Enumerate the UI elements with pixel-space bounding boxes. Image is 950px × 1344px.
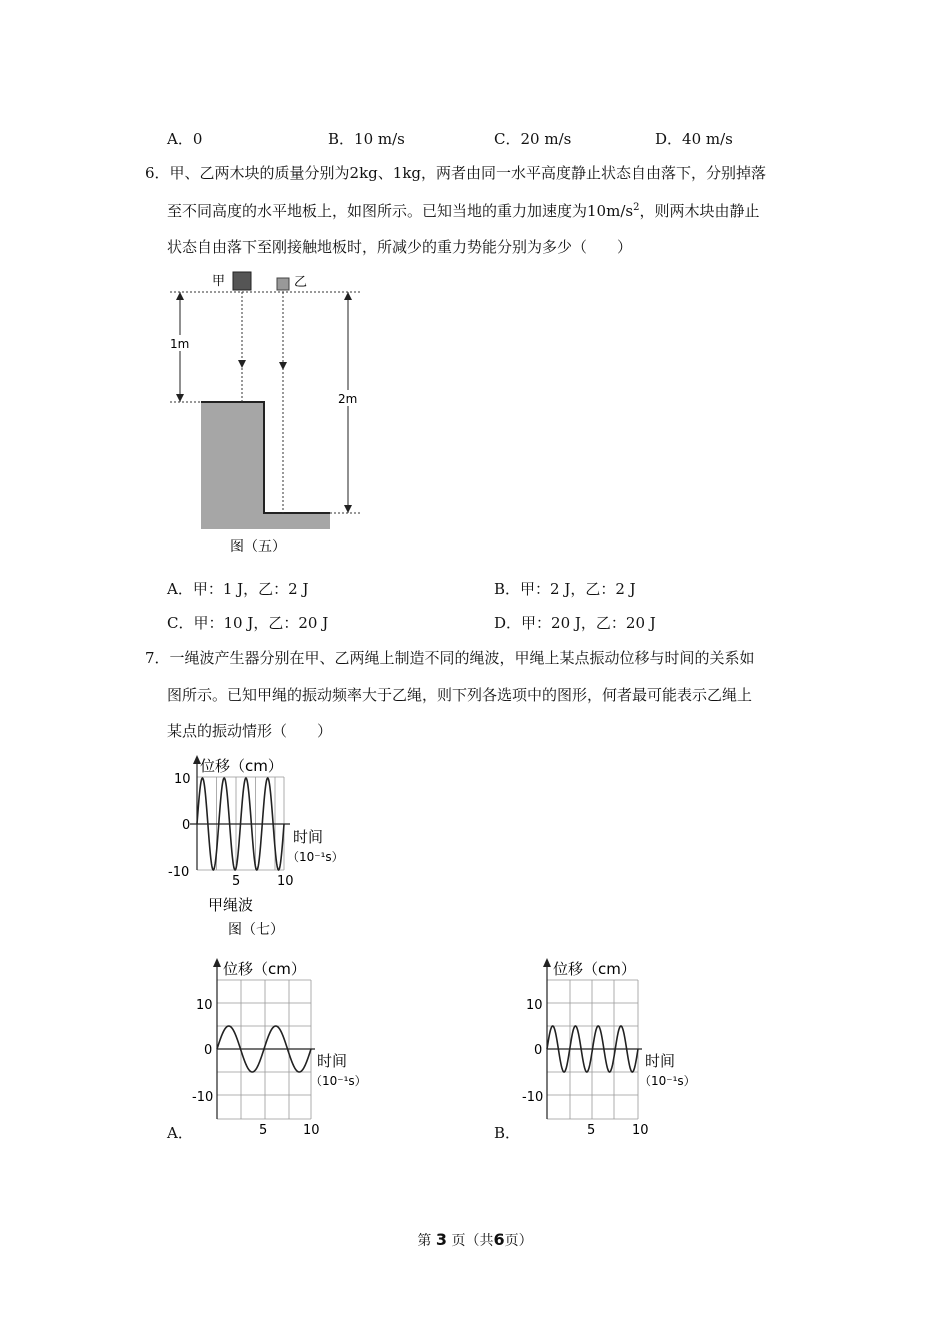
y-axis-arrow-icon: [543, 958, 551, 967]
x-axis-unit: （10⁻¹s）: [310, 1074, 367, 1088]
dim-arrow-icon: [176, 394, 184, 402]
label-1m: 1m: [170, 337, 190, 351]
q6-option-d: D．甲：20 J，乙：20 J: [494, 614, 656, 632]
dim-arrow-icon: [344, 292, 352, 300]
x-axis-unit: （10⁻¹s）: [639, 1074, 696, 1088]
label-yi: 乙: [294, 275, 308, 290]
arrow-jia-icon: [238, 360, 246, 368]
figure-5-caption: 图（五）: [230, 539, 286, 555]
x-axis-title: 时间: [317, 1052, 348, 1070]
q7-line-2: 图所示。已知甲绳的振动频率大于乙绳，则下列各选项中的图形，何者最可能表示乙绳上: [167, 686, 753, 704]
q5-option-b: B．10 m/s: [328, 130, 405, 148]
y-tick-label: 10: [196, 998, 213, 1013]
q6-option-b: B．甲：2 J，乙：2 J: [494, 580, 636, 598]
q7-option-a-graph: [190, 955, 380, 1140]
block-yi: [277, 278, 289, 290]
label-jia: 甲: [212, 274, 226, 289]
figure-7-graph: [160, 752, 360, 942]
y-tick-label: 0: [204, 1043, 213, 1058]
y-axis-title: 位移（cm）: [200, 757, 283, 775]
q7-option-b-graph: [520, 955, 710, 1140]
dim-arrow-icon: [176, 292, 184, 300]
q5-option-d: D．40 m/s: [655, 130, 733, 148]
y-tick-label: -10: [192, 1090, 214, 1105]
x-tick-label: 5: [587, 1123, 596, 1138]
y-axis-arrow-icon: [213, 958, 221, 967]
y-tick-label: 0: [182, 818, 191, 833]
y-tick-label: 0: [534, 1043, 543, 1058]
x-tick-label: 10: [303, 1123, 320, 1138]
x-tick-label: 10: [632, 1123, 649, 1138]
total-page-number: 6: [493, 1230, 505, 1249]
block-jia: [233, 272, 251, 290]
wave-name: 甲绳波: [208, 896, 254, 914]
figure-5-drop-diagram: [160, 265, 370, 565]
q7-option-b-letter: B．: [494, 1124, 521, 1142]
dim-arrow-icon: [344, 505, 352, 513]
x-tick-label: 5: [259, 1123, 268, 1138]
y-tick-label: -10: [522, 1090, 544, 1105]
q6-line-2: 至不同高度的水平地板上，如图所示。已知当地的重力加速度为$10m/s^2$，则两木块由静止: [167, 202, 760, 220]
y-tick-label: 10: [526, 998, 543, 1013]
x-tick-label: 10: [277, 874, 294, 889]
x-tick-label: 5: [232, 874, 241, 889]
q6-option-c: C．甲：10 J，乙：20 J: [167, 614, 329, 632]
q5-option-a: A．0: [167, 130, 203, 148]
q7-line-1: 7．一绳波产生器分别在甲、乙两绳上制造不同的绳波，甲绳上某点振动位移与时间的关系如: [145, 649, 755, 667]
q5-option-c: C．20 m/s: [494, 130, 572, 148]
arrow-yi-icon: [279, 362, 287, 370]
y-tick-label: 10: [174, 772, 191, 787]
y-axis-title: 位移（cm）: [553, 960, 636, 978]
floor-shape: [201, 402, 330, 529]
q6-line-1: 6．甲、乙两木块的质量分别为2kg、1kg，两者由同一水平高度静止状态自由落下，分别掉落: [145, 164, 767, 182]
x-axis-title: 时间: [293, 828, 324, 846]
page-footer: 第 3 页（共6页）: [417, 1230, 533, 1249]
current-page-number: 3: [435, 1230, 447, 1249]
y-tick-label: -10: [168, 865, 190, 880]
y-axis-title: 位移（cm）: [223, 960, 306, 978]
q7-option-a-letter: A．: [167, 1124, 193, 1142]
figure-7-caption: 图（七）: [228, 922, 284, 938]
q7-line-3: 某点的振动情形（ ）: [167, 722, 333, 740]
x-axis-unit: （10⁻¹s）: [287, 850, 344, 864]
label-2m: 2m: [338, 392, 358, 406]
q6-option-a: A．甲：1 J，乙：2 J: [167, 580, 309, 598]
x-axis-title: 时间: [645, 1052, 676, 1070]
q6-line-3: 状态自由落下至刚接触地板时，所减少的重力势能分别为多少（ ）: [167, 238, 633, 256]
